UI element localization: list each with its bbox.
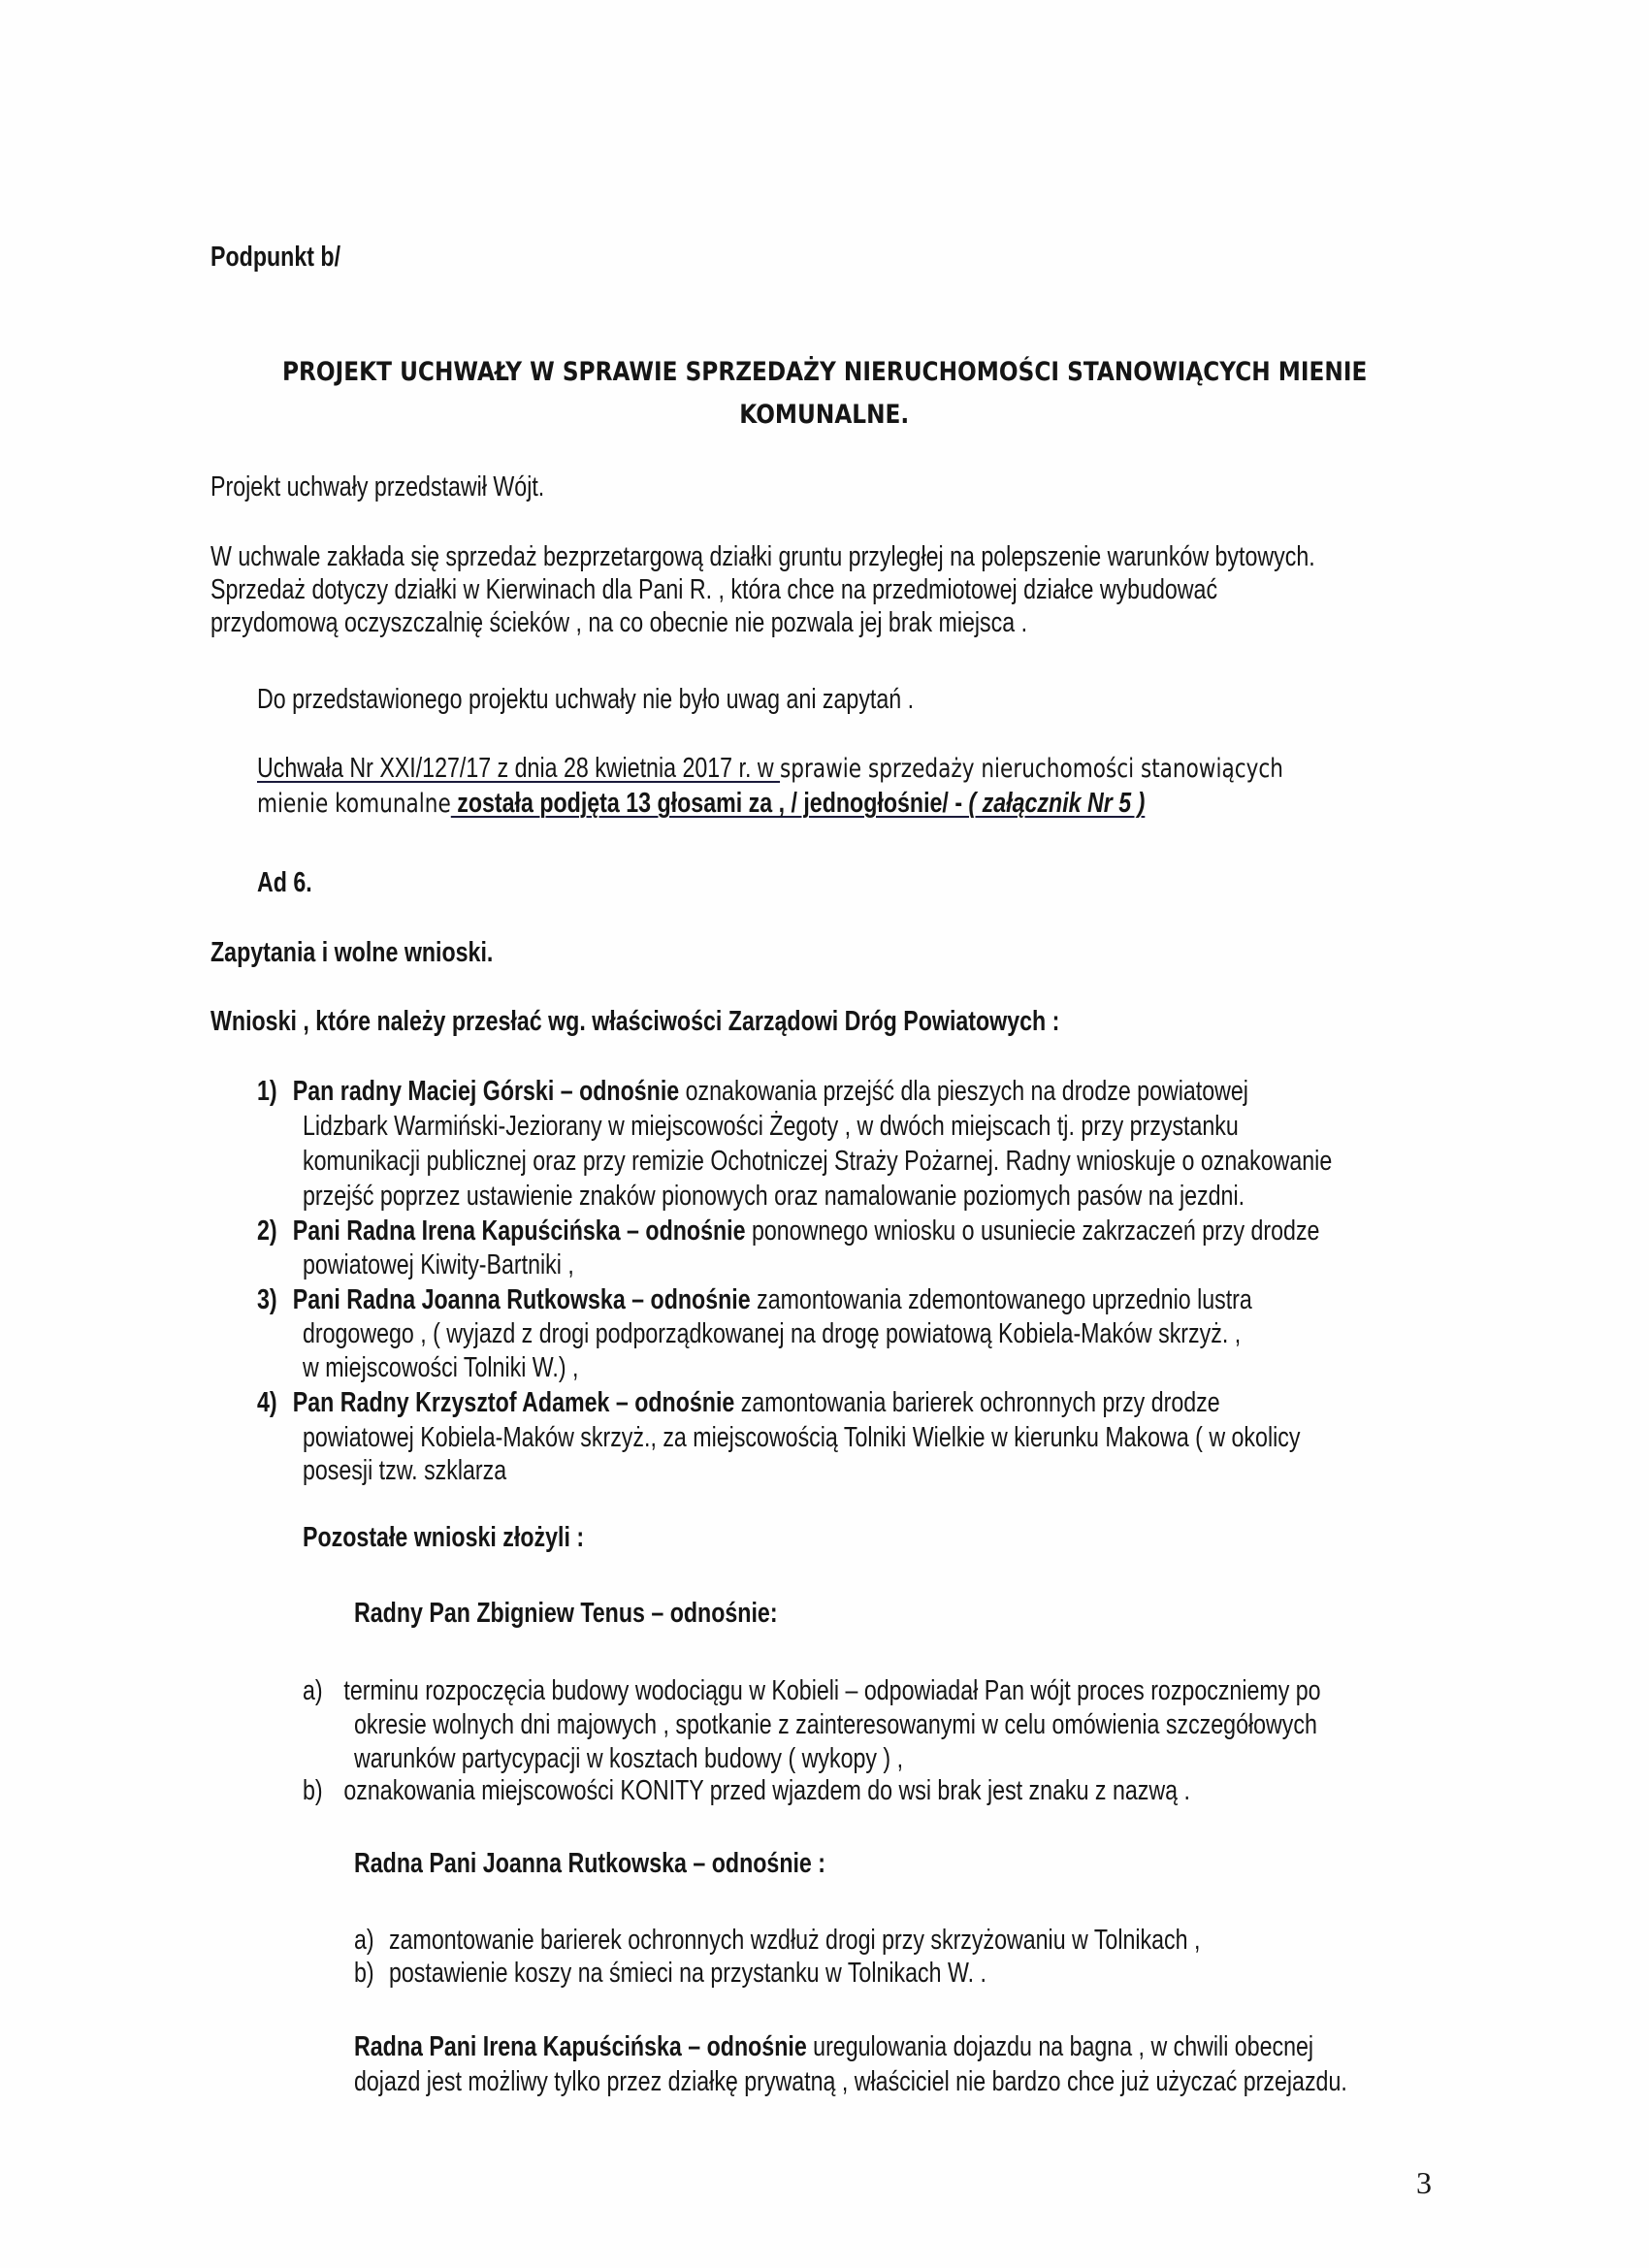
resolution-number: Uchwała Nr XXI/127/17 z dnia 28 kwietnia 2017 r. w <box>257 753 781 784</box>
description-line: Sprzedaż dotyczy działki w Kierwinach dla Pani R. , która chce na przedmiotowej działce wybudować <box>210 574 1218 605</box>
list-letter: a) <box>354 1925 374 1956</box>
road-request-1 <box>257 1075 1248 1108</box>
request-text: komunikacji publicznej oraz przy remizie Ochotniczej Straży Pożarnej. Radny wnioskuje o oznakowanie <box>303 1146 1333 1177</box>
resolution-subject: sprawie sprzedaży nieruchomości stanowiących <box>780 754 1283 784</box>
request-text: powiatowej Kobiela-Maków skrzyż., za miejscowością Tolniki Wielkie w kierunku Makowa ( w okolicy <box>303 1422 1301 1453</box>
rutkowska-item-a <box>354 1924 1200 1957</box>
list-letter: b) <box>354 1958 374 1989</box>
section-heading: Zapytania i wolne wnioski. <box>210 937 494 968</box>
requester-name: Pani Radna Irena Kapuścińska – odnośnie <box>292 1215 746 1247</box>
resolution-vote: została podjęta 13 głosami za , / jednogłośnie/ - <box>450 788 969 819</box>
resolution-line-2 <box>257 787 1145 821</box>
item-text: okresie wolnych dni majowych , spotkanie z zainteresowanymi w celu omówienia szczegółowych <box>354 1709 1317 1740</box>
description-line: W uchwale zakłada się sprzedaż bezprzetargową działki gruntu przyległej na polepszenie warunków bytowych. <box>210 541 1315 572</box>
attachment-ref: ( załącznik Nr 5 ) <box>968 788 1146 819</box>
description-line: przydomową oczyszczalnię ścieków , na co obecnie nie pozwala jej brak miejsca . <box>210 607 1028 638</box>
resolution-subject-cont: mienie komunalne <box>257 789 451 819</box>
list-letter: b) <box>303 1775 323 1806</box>
list-number: 2) <box>257 1215 277 1247</box>
rutkowska-heading: Radna Pani Joanna Rutkowska – odnośnie : <box>354 1848 826 1879</box>
request-text: uregulowania dojazdu na bagna , w chwili obecnej <box>806 2031 1314 2062</box>
list-number: 1) <box>257 1076 277 1107</box>
list-letter: a) <box>303 1675 323 1706</box>
tenus-item-a <box>303 1674 1321 1707</box>
tenus-heading: Radny Pan Zbigniew Tenus – odnośnie: <box>354 1598 778 1629</box>
request-text: zamontowania zdemontowanego uprzednio lustra <box>750 1284 1252 1315</box>
requester-name: Radna Pani Irena Kapuścińska – odnośnie <box>354 2031 807 2062</box>
request-text: zamontowania barierek ochronnych przy drodze <box>734 1387 1220 1418</box>
requester-name: Pan Radny Krzysztof Adamek – odnośnie <box>292 1387 735 1418</box>
ad-label: Ad 6. <box>257 867 312 898</box>
presented-by: Projekt uchwały przedstawił Wójt. <box>210 471 545 502</box>
item-text: postawienie koszy na śmieci na przystanku w Tolnikach W. . <box>389 1958 986 1989</box>
item-text: terminu rozpoczęcia budowy wodociągu w Kobieli – odpowiadał Pan wójt proces rozpoczniemy po <box>343 1675 1321 1706</box>
resolution-title-line2 <box>0 400 1649 430</box>
request-text: oznakowania przejść dla pieszych na drodze powiatowej <box>679 1076 1248 1107</box>
no-remarks-note: Do przedstawionego projektu uchwały nie było uwag ani zapytań . <box>257 684 915 715</box>
title-text-1: PROJEKT UCHWAŁY W SPRAWIE SPRZEDAŻY NIERUCHOMOŚCI STANOWIĄCYCH MIENIE <box>281 357 1368 387</box>
other-requests-heading: Pozostałe wnioski złożyli : <box>303 1522 585 1553</box>
rutkowska-item-b <box>354 1957 986 1990</box>
subpoint-label: Podpunkt b/ <box>210 242 341 273</box>
road-request-4 <box>257 1386 1220 1419</box>
request-text: ponownego wniosku o usuniecie zakrzaczeń przy drodze <box>745 1215 1320 1247</box>
roads-heading: Wnioski , które należy przesłać wg. właściwości Zarządowi Dróg Powiatowych : <box>210 1006 1060 1037</box>
requester-name: Pan radny Maciej Górski – odnośnie <box>292 1076 680 1107</box>
request-text: Lidzbark Warmiński-Jeziorany w miejscowości Żegoty , w dwóch miejscach tj. przy przystanku <box>303 1111 1239 1142</box>
list-number: 3) <box>257 1284 277 1315</box>
request-text: posesji tzw. szklarza <box>303 1455 507 1486</box>
road-request-3 <box>257 1283 1252 1316</box>
page-number: 3 <box>1416 2165 1432 2200</box>
request-text: przejść poprzez ustawienie znaków pionowych oraz namalowanie poziomych pasów na jezdni. <box>303 1181 1245 1212</box>
request-text: w miejscowości Tolniki W.) , <box>303 1352 579 1383</box>
request-text: drogowego , ( wyjazd z drogi podporządkowanej na drogę powiatową Kobiela-Maków skrzyż. , <box>303 1318 1242 1349</box>
road-request-2 <box>257 1215 1319 1247</box>
resolution-line-1 <box>257 752 1283 786</box>
request-text: powiatowej Kiwity-Bartniki , <box>303 1249 574 1280</box>
item-text: oznakowania miejscowości KONITY przed wjazdem do wsi brak jest znaku z nazwą . <box>343 1775 1190 1806</box>
list-number: 4) <box>257 1387 277 1418</box>
requester-name: Pani Radna Joanna Rutkowska – odnośnie <box>292 1284 751 1315</box>
tenus-item-b <box>303 1774 1190 1807</box>
resolution-title-line1 <box>0 357 1649 387</box>
request-text: dojazd jest możliwy tylko przez działkę prywatną , właściciel nie bardzo chce już użyczać przejazdu. <box>354 2066 1347 2097</box>
item-text: zamontowanie barierek ochronnych wzdłuż drogi przy skrzyżowaniu w Tolnikach , <box>389 1925 1201 1956</box>
kapuscinska-request <box>354 2030 1313 2063</box>
item-text: warunków partycypacji w kosztach budowy ( wykopy ) , <box>354 1743 904 1774</box>
title-text-2: KOMUNALNE. <box>739 400 910 430</box>
